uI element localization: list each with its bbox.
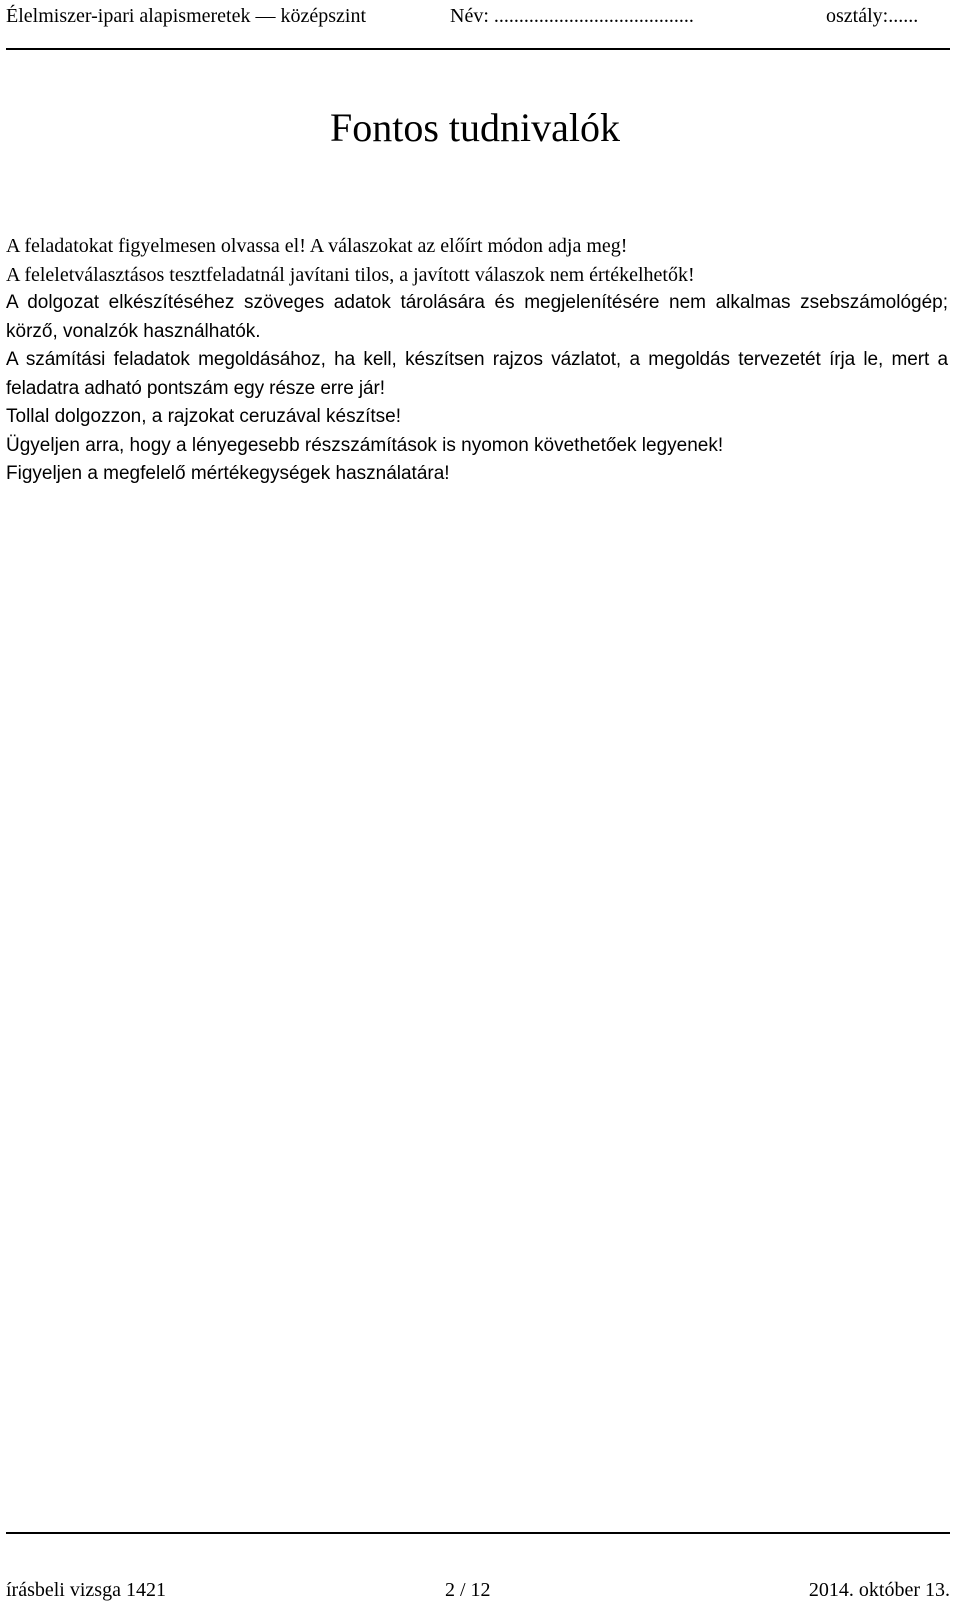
header-subject: Élelmiszer-ipari alapismeretek — középszint	[6, 5, 367, 27]
header-class-field: osztály:......	[826, 5, 919, 27]
instruction-item: A számítási feladatok megoldásához, ha kell, készítsen rajzos vázlatot, a megoldás tervezetét írja le, mert a feladatra adható pontszám egy része erre jár!	[6, 349, 948, 399]
page-title: Fontos tudnivalók	[329, 105, 621, 150]
instruction-item: A dolgozat elkészítéséhez szöveges adatok tárolására és megjelenítésére nem alkalmas zsebszámológép; körző, vonalzók használhatók.	[6, 292, 948, 342]
page-header	[6, 2, 950, 50]
instruction-item: Figyeljen a megfelelő mértékegységek használatára!	[6, 463, 450, 484]
page-footer	[6, 1532, 950, 1601]
footer-page-number: 2 / 12	[445, 1579, 491, 1601]
instruction-item: Tollal dolgozzon, a rajzokat ceruzával készítse!	[6, 406, 401, 427]
footer-date: 2014. október 13.	[808, 1579, 950, 1601]
header-name-field: Név: ........................................	[450, 5, 694, 27]
instruction-item: Ügyeljen arra, hogy a lényegesebb részszámítások is nyomon követhetőek legyenek!	[6, 434, 724, 456]
instruction-item: A feleletválasztásos tesztfeladatnál javítani tilos, a javított válaszok nem értékelhetők!	[6, 263, 695, 286]
footer-exam-id: írásbeli vizsga 1421	[6, 1579, 166, 1601]
instruction-item: A feladatokat figyelmesen olvassa el! A válaszokat az előírt módon adja meg!	[6, 235, 628, 257]
instructions-list	[6, 232, 948, 489]
